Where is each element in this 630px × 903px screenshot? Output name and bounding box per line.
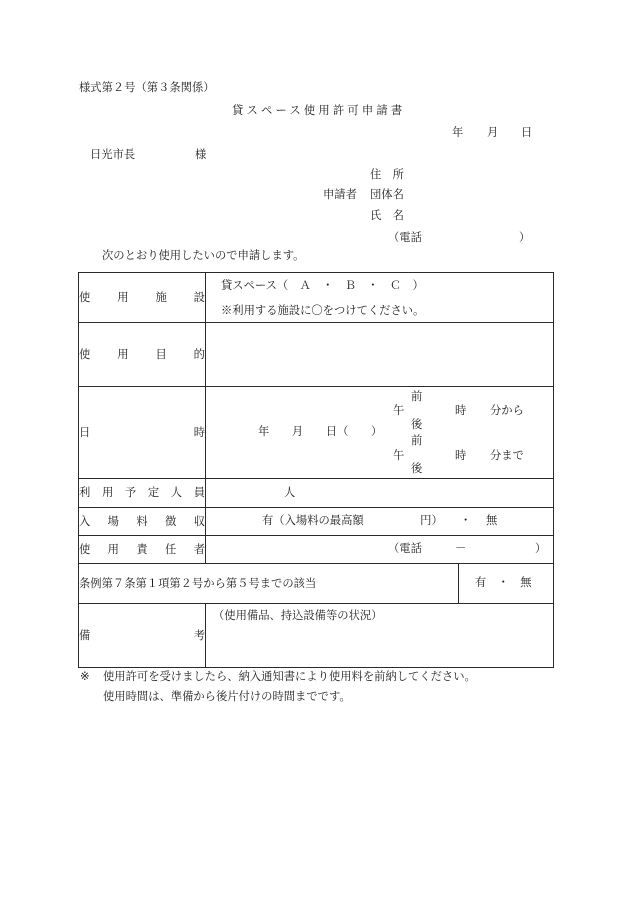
label-char: 備	[79, 629, 91, 642]
end-minute-label: 分まで	[490, 450, 524, 462]
note-line-2: 使用時間は、準備から後片付けの時間までです。	[103, 691, 351, 703]
label-char: 的	[193, 348, 205, 361]
purpose-label-cell	[79, 323, 206, 387]
manager-phone-open: （電話	[388, 543, 422, 555]
note-mark: ※	[80, 671, 90, 683]
row-facility	[79, 273, 554, 323]
date-day-label: 日	[521, 127, 533, 139]
date-year-label: 年	[452, 127, 464, 139]
address-label: 住 所	[370, 169, 404, 181]
label-char: 任	[165, 543, 177, 556]
attendees-label	[79, 486, 205, 500]
intro-text: 次のとおり使用したいので申請します。	[102, 250, 305, 262]
admission-yes-text: 有（入場料の最高額 円）	[262, 515, 443, 527]
remarks-label	[79, 629, 205, 643]
label-char: 員	[193, 487, 205, 499]
row-datetime	[79, 387, 554, 479]
start-am-mark: 前	[411, 391, 423, 403]
manager-value-cell	[206, 536, 554, 564]
addressee-honorific: 様	[195, 149, 207, 161]
datetime-label	[79, 426, 205, 440]
start-pm-mark: 後	[411, 419, 423, 431]
label-char: 使	[79, 348, 91, 361]
label-char: 者	[193, 543, 205, 556]
date-month-label: 月	[487, 127, 499, 139]
label-char: 施	[155, 291, 167, 304]
label-char: 徴	[165, 515, 177, 528]
label-char: 使	[79, 291, 91, 304]
label-char: 入	[79, 515, 91, 528]
attendees-unit: 人	[284, 487, 296, 499]
applicant-phone-close: ）	[519, 232, 531, 244]
label-char: 収	[193, 515, 205, 528]
label-char: 目	[155, 348, 167, 361]
label-char: 用	[117, 291, 129, 304]
manager-phone-close: ）	[535, 543, 547, 555]
applicant-phone-open: （電話	[388, 232, 422, 244]
start-go-mark: 午	[393, 405, 405, 417]
label-char: 料	[136, 515, 148, 528]
ordinance-value-cell	[459, 564, 554, 604]
attendees-value-cell	[206, 479, 554, 508]
datetime-value-cell	[206, 387, 554, 479]
start-minute-label: 分から	[490, 405, 524, 417]
end-am-mark: 前	[411, 435, 423, 447]
facility-value-cell	[206, 273, 554, 323]
label-char: 用	[107, 543, 119, 556]
note-line-1: 使用許可を受けましたら、納入通知書により使用料を前納してください。	[103, 671, 476, 683]
row-manager	[79, 536, 554, 564]
attendees-label-cell	[79, 479, 206, 508]
start-hour-label: 時	[455, 405, 467, 417]
end-go-mark: 午	[393, 450, 405, 462]
manager-label-cell	[79, 536, 206, 564]
row-purpose	[79, 323, 554, 387]
group-name-label: 団体名	[370, 189, 404, 201]
label-char: 利	[79, 487, 91, 499]
application-table	[78, 272, 554, 668]
applicant-name-label: 氏 名	[370, 210, 404, 222]
ordinance-options: 有 ・ 無	[475, 577, 532, 589]
manager-phone-dash: －	[455, 543, 467, 555]
row-ordinance	[79, 564, 554, 604]
remarks-hint: （使用備品、持込設備等の状況）	[213, 610, 383, 622]
datetime-label-cell	[79, 387, 206, 479]
label-char: 責	[136, 543, 148, 556]
remarks-value-cell	[206, 604, 554, 668]
row-admission	[79, 508, 554, 536]
facility-label	[79, 291, 205, 305]
label-char: 使	[79, 543, 91, 556]
label-char: 予	[124, 487, 137, 499]
facility-label-cell	[79, 273, 206, 323]
purpose-label	[79, 348, 205, 362]
label-char: 場	[107, 515, 119, 528]
label-char: 用	[101, 487, 114, 499]
addressee-name: 日光市長	[90, 149, 136, 161]
admission-separator: ・	[460, 515, 472, 527]
remarks-label-cell	[79, 604, 206, 668]
label-char: 人	[170, 487, 183, 499]
purpose-value-cell	[206, 323, 554, 387]
end-hour-label: 時	[455, 450, 467, 462]
label-char: 考	[193, 629, 205, 642]
label-char: 時	[193, 426, 205, 439]
ordinance-label-cell	[79, 564, 459, 604]
admission-label	[79, 515, 205, 529]
admission-no: 無	[486, 515, 498, 527]
manager-label	[79, 543, 205, 557]
admission-value-cell	[206, 508, 554, 536]
row-attendees	[79, 479, 554, 508]
ordinance-label: 条例第７条第１項第２号から第５号までの該当	[79, 577, 317, 590]
label-char: 用	[117, 348, 129, 361]
applicant-label: 申請者	[323, 189, 357, 201]
facility-instruction: ※利用する施設に〇をつけてください。	[221, 305, 425, 317]
date-fields: 年 月 日（ ）	[258, 426, 383, 438]
end-pm-mark: 後	[411, 463, 423, 475]
label-char: 日	[79, 426, 91, 439]
facility-options: 貸スペース（ Ａ ・ Ｂ ・ Ｃ ）	[221, 280, 424, 292]
admission-label-cell	[79, 508, 206, 536]
form-number: 様式第２号（第３条関係）	[79, 82, 215, 94]
row-remarks	[79, 604, 554, 668]
label-char: 設	[193, 291, 205, 304]
form-title: 貸スペース使用許可申請書	[232, 105, 406, 117]
label-char: 定	[147, 487, 160, 499]
